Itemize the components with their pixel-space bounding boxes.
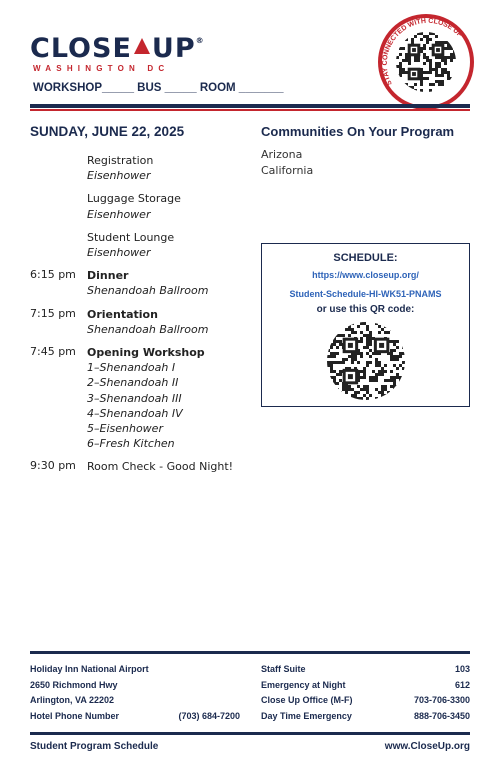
schedule-list [30,153,250,483]
event-location: 6–Fresh Kitchen [87,437,175,451]
badge-text [378,14,474,110]
event-location: Shenandoah Ballroom [87,284,209,298]
schedule-event [30,459,250,474]
workshop-bus-room-fields: WORKSHOP_____ BUS _____ ROOM _______ [33,82,284,94]
schedule-url-line1[interactable]: https://www.closeup.org/ [312,270,419,280]
capitol-triangle-icon [134,38,150,54]
close-up-logo [30,27,205,73]
communities-list [261,147,313,178]
schedule-box [261,243,470,407]
logo-wordmark: CLOSE UP® [30,33,205,64]
footer-title: Student Program Schedule [30,741,159,752]
event-title: Orientation [87,307,158,321]
event-location: 3–Shenandoah III [87,391,182,405]
event-location: 1–Shenandoah I [87,361,176,375]
event-title: Luggage Storage [87,192,181,206]
logo-subtitle: WASHINGTON DC [33,64,170,73]
event-time: 7:15 pm [30,306,76,320]
info-rule [30,651,470,654]
event-title: Student Lounge [87,230,175,244]
schedule-box-heading: SCHEDULE: [333,252,398,264]
info-row: Hotel Phone Number (703) 684-7200 [30,710,240,721]
info-row: 2650 Richmond Hwy [30,679,118,690]
contact-info [261,662,470,724]
header-rule [30,104,470,108]
schedule-url-line2[interactable]: Student-Schedule-HI-WK51-PNAMS [289,289,442,299]
event-location: 5–Eisenhower [87,422,163,436]
schedule-event [30,153,250,183]
footer-website-link[interactable]: www.CloseUp.org [384,741,470,752]
event-time: 9:30 pm [30,459,76,473]
info-row: Emergency at Night 612 [261,679,470,690]
qr-instruction: or use this QR code: [316,304,415,315]
info-row: Holiday Inn National Airport [30,664,149,674]
event-title: Registration [87,154,154,167]
event-location: Shenandoah Ballroom [87,322,209,336]
hotel-info [30,662,240,724]
info-row: Close Up Office (M-F) 703-706-3300 [261,695,470,705]
schedule-event [30,191,250,221]
schedule-event [30,268,250,298]
stay-connected-badge[interactable] [378,14,474,110]
event-location: 4–Shenandoah IV [87,406,183,420]
community-item: Arizona [261,148,303,161]
community-item: California [261,163,314,177]
event-title: Opening Workshop [87,346,205,360]
event-location: Eisenhower [87,207,151,221]
schedule-qr-code-icon[interactable] [327,322,405,400]
event-location: Eisenhower [87,169,151,183]
svg-text:STAY CONNECTED WITH CLOSE UP: STAY CONNECTED WITH CLOSE UP [381,17,464,87]
event-location: Eisenhower [87,246,151,260]
header-accent-rule [30,109,470,111]
footer-rule [30,732,470,735]
info-row: Day Time Emergency 888-706-3450 [261,710,470,721]
event-title: Room Check - Good Night! [87,460,234,474]
schedule-event [30,345,250,451]
event-time: 6:15 pm [30,268,76,282]
schedule-event [30,307,250,337]
info-row: Arlington, VA 22202 [30,695,115,705]
schedule-date: SUNDAY, JUNE 22, 2025 [30,124,185,139]
event-time: 7:45 pm [30,345,76,359]
schedule-event [30,230,250,260]
event-title: Dinner [87,269,129,283]
event-location: 2–Shenandoah II [87,376,179,390]
communities-title: Communities On Your Program [261,124,455,139]
info-row: Staff Suite 103 [261,664,470,674]
